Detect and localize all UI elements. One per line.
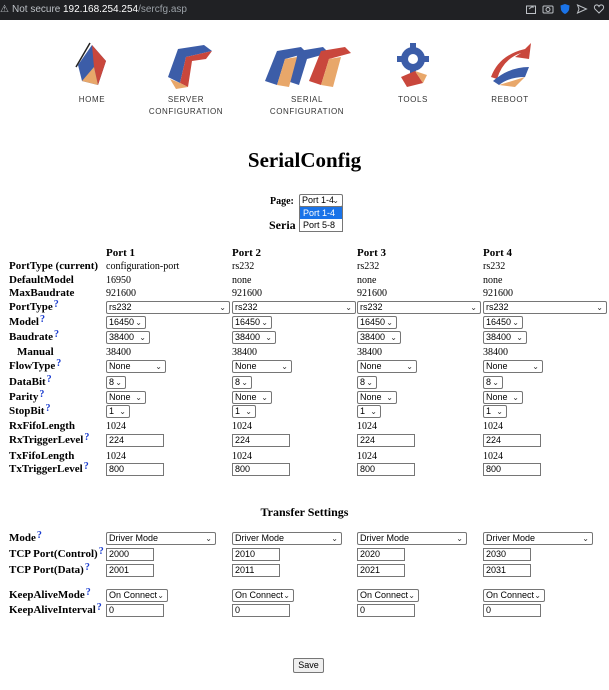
gear-icon (393, 37, 433, 92)
chevron-down-icon: ⌄ (366, 378, 373, 387)
keepalivemode-label (9, 589, 91, 601)
chevron-down-icon: ⌄ (512, 318, 519, 327)
chevron-down-icon: ⌄ (492, 378, 499, 387)
nav-serial-label-1: SERIAL (290, 95, 324, 104)
txfifolength-value: 1024 (232, 451, 252, 462)
porttype-label-text: PortType (9, 301, 53, 313)
flowtype-select-value: None (486, 361, 508, 371)
flowtype-select[interactable] (357, 360, 417, 373)
mode-select[interactable] (232, 532, 342, 545)
manual-value: 38400 (232, 347, 257, 358)
tcp_data-input[interactable]: 2011 (232, 564, 280, 577)
server-config-icon (156, 37, 216, 92)
databit-select[interactable] (106, 376, 126, 389)
keepaliveinterval-input[interactable]: 0 (106, 604, 164, 617)
maxbaudrate-value: 921600 (232, 288, 262, 299)
baudrate-label (9, 331, 59, 343)
porttype-select[interactable] (357, 301, 481, 314)
flowtype-label-text: FlowType (9, 360, 56, 372)
txfifolength-value: 1024 (357, 451, 377, 462)
porttype-select-value: rs232 (109, 302, 132, 312)
tcp_data-input[interactable]: 2031 (483, 564, 531, 577)
model-label (9, 316, 45, 328)
parity-select-value: None (360, 392, 382, 402)
baudrate-select[interactable] (357, 331, 401, 344)
help-icon[interactable]: ? (84, 562, 90, 573)
keepalivemode-select[interactable] (232, 589, 294, 602)
databit-select[interactable] (232, 376, 252, 389)
databit-select-value: 8 (109, 377, 115, 387)
security-status[interactable]: Not secure (12, 4, 61, 15)
databit-select-value: 8 (486, 377, 492, 387)
keepaliveinterval-label (9, 604, 102, 616)
model-select[interactable] (106, 316, 146, 329)
serial-config-icon (257, 37, 357, 92)
baudrate-select-value: 38400 (235, 332, 261, 342)
chevron-down-icon: ⌄ (261, 318, 268, 327)
tcp_data-label-text: TCP Port(Data) (9, 564, 84, 576)
port-header: Port 3 (357, 247, 387, 259)
chevron-down-icon: ⌄ (135, 393, 142, 402)
tcp_data-label (9, 564, 90, 576)
port-header-row (0, 247, 609, 261)
parity-select[interactable] (106, 391, 146, 404)
porttype_current-value: rs232 (483, 261, 506, 272)
parity-row (0, 391, 609, 405)
tcp_data-input[interactable]: 2021 (357, 564, 405, 577)
nav-reboot[interactable] (485, 37, 535, 106)
baudrate-label-text: Baudrate (9, 331, 53, 343)
chevron-down-icon: ⌄ (283, 591, 290, 600)
share-icon[interactable] (525, 3, 537, 15)
chevron-down-icon: ⌄ (331, 534, 338, 543)
mode-select[interactable] (106, 532, 216, 545)
manual-value: 38400 (106, 347, 131, 358)
model-row (0, 316, 609, 330)
rxtriggerlevel-label-text: RxTriggerLevel (9, 434, 84, 446)
manual-label-text: Manual (17, 346, 54, 358)
rxtriggerlevel-input[interactable]: 224 (357, 434, 415, 447)
manual-row (0, 346, 609, 360)
nav-reboot-label: REBOOT (491, 95, 529, 104)
rxfifolength-value: 1024 (483, 421, 503, 432)
nav-server-config[interactable] (148, 37, 224, 118)
chevron-down-icon: ⌄ (406, 362, 413, 371)
help-icon[interactable]: ? (39, 389, 45, 400)
chevron-down-icon: ⌄ (219, 303, 226, 312)
defaultmodel-row (0, 274, 609, 288)
porttype_current-value: rs232 (232, 261, 255, 272)
rxtriggerlevel-input[interactable]: 224 (483, 434, 541, 447)
defaultmodel-label (9, 274, 74, 286)
help-icon[interactable]: ? (85, 587, 91, 598)
rxtriggerlevel-input[interactable]: 224 (232, 434, 290, 447)
parity-select[interactable] (357, 391, 397, 404)
model-select[interactable] (357, 316, 397, 329)
stopbit-select[interactable] (232, 405, 256, 418)
chevron-down-icon: ⌄ (281, 362, 288, 371)
chevron-down-icon: ⌄ (386, 318, 393, 327)
stopbit-select-value: 1 (235, 406, 241, 416)
rxfifolength-value: 1024 (106, 421, 126, 432)
stopbit-label-text: StopBit (9, 405, 45, 417)
tcp_control-input[interactable]: 2010 (232, 548, 280, 561)
heart-icon[interactable] (593, 3, 605, 15)
mode-label-text: Mode (9, 532, 36, 544)
porttype-row (0, 301, 609, 315)
stopbit-select[interactable] (357, 405, 381, 418)
model-select-value: 16450 (235, 317, 261, 327)
txtriggerlevel-input[interactable]: 800 (357, 463, 415, 476)
flowtype-select[interactable] (106, 360, 166, 373)
databit-row (0, 376, 609, 390)
porttype-select-value: rs232 (360, 302, 383, 312)
txtriggerlevel-input[interactable]: 800 (232, 463, 290, 476)
chevron-down-icon: ⌄ (370, 407, 377, 416)
chevron-down-icon: ⌄ (456, 534, 463, 543)
chevron-down-icon: ⌄ (582, 534, 589, 543)
manual-label (17, 346, 54, 358)
nav-tools[interactable] (393, 37, 433, 106)
porttype_current-label-text: PortType (current) (9, 260, 99, 272)
nav-server-label-1: SERVER (167, 95, 205, 104)
help-icon[interactable]: ? (36, 530, 42, 541)
keepaliveinterval-label-text: KeepAliveInterval (9, 604, 96, 616)
rxtriggerlevel-input[interactable]: 224 (106, 434, 164, 447)
keepaliveinterval-input[interactable]: 0 (357, 604, 415, 617)
keepalivemode-row (0, 589, 609, 603)
defaultmodel-value: none (357, 275, 377, 286)
parity-select[interactable] (483, 391, 523, 404)
porttype-select-value: rs232 (486, 302, 509, 312)
mode-select-value: Driver Mode (486, 533, 536, 543)
port-header: Port 1 (106, 247, 136, 259)
mode-row (0, 532, 609, 546)
chevron-down-icon: ⌄ (332, 196, 339, 205)
manual-value: 38400 (357, 347, 382, 358)
mode-select-value: Driver Mode (360, 533, 410, 543)
rxfifolength-label-text: RxFifoLength (9, 420, 75, 432)
chevron-down-icon: ⌄ (516, 333, 523, 342)
txfifolength-row (0, 450, 609, 464)
manual-value: 38400 (483, 347, 508, 358)
keepalivemode-label-text: KeepAliveMode (9, 589, 85, 601)
maxbaudrate-label (9, 287, 74, 299)
model-select-value: 16450 (109, 317, 135, 327)
parity-label (9, 391, 44, 403)
baudrate-select-value: 38400 (109, 332, 135, 342)
chevron-down-icon: ⌄ (470, 303, 477, 312)
porttype-select[interactable] (232, 301, 356, 314)
chevron-down-icon: ⌄ (261, 393, 268, 402)
porttype-select[interactable] (483, 301, 607, 314)
chevron-down-icon: ⌄ (245, 407, 252, 416)
model-select-value: 16450 (360, 317, 386, 327)
keepaliveinterval-input[interactable]: 0 (483, 604, 541, 617)
chevron-down-icon: ⌄ (512, 393, 519, 402)
tcp_control-input[interactable]: 2000 (106, 548, 154, 561)
stopbit-select-value: 1 (109, 406, 115, 416)
tcp_control-label (9, 548, 104, 560)
maxbaudrate-label-text: MaxBaudrate (9, 287, 75, 299)
porttype-label (9, 301, 59, 313)
rxtriggerlevel-row (0, 434, 609, 448)
chevron-down-icon: ⌄ (386, 393, 393, 402)
page-option-1[interactable]: Port 1-4 (300, 207, 342, 219)
warning-icon: ⚠ (0, 4, 9, 15)
send-icon[interactable] (576, 3, 588, 15)
chevron-down-icon: ⌄ (534, 591, 541, 600)
txtriggerlevel-input[interactable]: 800 (483, 463, 541, 476)
camera-icon[interactable] (542, 3, 554, 15)
porttype_current-row (0, 260, 609, 274)
porttype-select[interactable] (106, 301, 230, 314)
help-icon[interactable]: ? (39, 314, 45, 325)
chevron-down-icon: ⌄ (119, 407, 126, 416)
help-icon[interactable]: ? (45, 403, 51, 414)
stopbit-select-value: 1 (486, 406, 492, 416)
chevron-down-icon: ⌄ (345, 303, 352, 312)
stopbit-row (0, 405, 609, 419)
flowtype-select-value: None (235, 361, 257, 371)
rxfifolength-label (9, 420, 75, 432)
serial-section-title: Seria (269, 218, 296, 232)
flowtype-label (9, 360, 61, 372)
help-icon[interactable]: ? (96, 602, 102, 613)
baudrate-select-value: 38400 (486, 332, 512, 342)
maxbaudrate-value: 921600 (106, 288, 136, 299)
chevron-down-icon: ⌄ (135, 318, 142, 327)
porttype_current-value: configuration-port (106, 261, 180, 272)
maxbaudrate-row (0, 287, 609, 301)
parity-select-value: None (235, 392, 257, 402)
tcp_control-input[interactable]: 2030 (483, 548, 531, 561)
keepalivemode-select[interactable] (357, 589, 419, 602)
maxbaudrate-value: 921600 (357, 288, 387, 299)
model-select[interactable] (483, 316, 523, 329)
help-icon[interactable]: ? (46, 374, 52, 385)
tcp_control-row (0, 548, 609, 562)
keepalivemode-select-value: On Connect (486, 590, 535, 600)
rxfifolength-value: 1024 (357, 421, 377, 432)
baudrate-select[interactable] (232, 331, 276, 344)
model-label-text: Model (9, 316, 39, 328)
porttype_current-value: rs232 (357, 261, 380, 272)
page-select-value: Port 1-4 (302, 195, 335, 205)
txfifolength-label (9, 450, 74, 462)
keepaliveinterval-input[interactable]: 0 (232, 604, 290, 617)
databit-select[interactable] (483, 376, 503, 389)
help-icon[interactable]: ? (56, 358, 62, 369)
keepalivemode-select-value: On Connect (235, 590, 284, 600)
keepalivemode-select[interactable] (106, 589, 168, 602)
baudrate-select[interactable] (106, 331, 150, 344)
chevron-down-icon: ⌄ (408, 591, 415, 600)
parity-label-text: Parity (9, 391, 39, 403)
nav-server-label-2: CONFIGURATION (148, 107, 224, 116)
stopbit-label (9, 405, 50, 417)
port-header: Port 4 (483, 247, 513, 259)
porttype-select-value: rs232 (235, 302, 258, 312)
mode-select[interactable] (357, 532, 467, 545)
help-icon[interactable]: ? (53, 299, 59, 310)
chevron-down-icon: ⌄ (115, 378, 122, 387)
tcp_data-row (0, 564, 609, 578)
nav-home-label: HOME (78, 95, 106, 104)
stopbit-select[interactable] (106, 405, 130, 418)
chevron-down-icon: ⌄ (139, 333, 146, 342)
port-header: Port 2 (232, 247, 262, 259)
url-path: /sercfg.asp (138, 4, 187, 15)
chevron-down-icon: ⌄ (390, 333, 397, 342)
nav-serial-config[interactable] (255, 37, 359, 118)
chevron-down-icon: ⌄ (155, 362, 162, 371)
keepalivemode-select-value: On Connect (360, 590, 409, 600)
defaultmodel-value: none (232, 275, 252, 286)
rxtriggerlevel-label (9, 434, 89, 446)
shield-icon[interactable] (559, 3, 571, 15)
txtriggerlevel-row (0, 463, 609, 477)
main-nav (0, 37, 609, 122)
databit-select-value: 8 (360, 377, 366, 387)
help-icon[interactable]: ? (84, 432, 90, 443)
nav-tools-label: TOOLS (398, 95, 428, 104)
save-button[interactable]: Save (293, 658, 324, 673)
model-select-value: 16450 (486, 317, 512, 327)
stopbit-select[interactable] (483, 405, 507, 418)
nav-serial-label-2: CONFIGURATION (269, 107, 345, 116)
txfifolength-value: 1024 (106, 451, 126, 462)
transfer-section-title: Transfer Settings (260, 505, 349, 519)
txtriggerlevel-label-text: TxTriggerLevel (9, 463, 83, 475)
home-icon (72, 37, 112, 92)
chevron-down-icon: ⌄ (205, 534, 212, 543)
parity-select[interactable] (232, 391, 272, 404)
tcp_control-input[interactable]: 2020 (357, 548, 405, 561)
flowtype-select[interactable] (483, 360, 543, 373)
mode-select-value: Driver Mode (109, 533, 159, 543)
address-bar[interactable] (63, 4, 187, 15)
chevron-down-icon: ⌄ (241, 378, 248, 387)
baudrate-row (0, 331, 609, 345)
page-option-2[interactable]: Port 5-8 (303, 220, 336, 230)
databit-label-text: DataBit (9, 376, 46, 388)
mode-select[interactable] (483, 532, 593, 545)
flowtype-select-value: None (360, 361, 382, 371)
page-dropdown (299, 206, 343, 232)
rxfifolength-row (0, 420, 609, 434)
keepaliveinterval-row (0, 604, 609, 618)
tcp_data-input[interactable]: 2001 (106, 564, 154, 577)
reboot-icon (485, 37, 535, 92)
rxfifolength-value: 1024 (232, 421, 252, 432)
mode-label (9, 532, 42, 544)
flowtype-row (0, 360, 609, 374)
txfifolength-value: 1024 (483, 451, 503, 462)
chevron-down-icon: ⌄ (157, 591, 164, 600)
keepalivemode-select[interactable] (483, 589, 545, 602)
chevron-down-icon: ⌄ (496, 407, 503, 416)
databit-select-value: 8 (235, 377, 241, 387)
browser-bar (0, 0, 609, 20)
txfifolength-label-text: TxFifoLength (9, 450, 75, 462)
keepalivemode-select-value: On Connect (109, 590, 158, 600)
chevron-down-icon: ⌄ (265, 333, 272, 342)
flowtype-select-value: None (109, 361, 131, 371)
parity-select-value: None (109, 392, 131, 402)
page-label: Page: (270, 196, 294, 207)
txtriggerlevel-label (9, 463, 89, 475)
page-title: SerialConfig (247, 148, 362, 172)
mode-select-value: Driver Mode (235, 533, 285, 543)
parity-select-value: None (486, 392, 508, 402)
flowtype-select[interactable] (232, 360, 292, 373)
chevron-down-icon: ⌄ (596, 303, 603, 312)
databit-label (9, 376, 52, 388)
databit-select[interactable] (357, 376, 377, 389)
porttype_current-label (9, 260, 98, 272)
tcp_control-label-text: TCP Port(Control) (9, 548, 98, 560)
url-host: 192.168.254.254 (63, 4, 139, 15)
nav-home[interactable] (72, 37, 112, 106)
defaultmodel-label-text: DefaultModel (9, 274, 74, 286)
baudrate-select-value: 38400 (360, 332, 386, 342)
help-icon[interactable]: ? (54, 329, 59, 340)
help-icon[interactable]: ? (98, 546, 104, 557)
defaultmodel-value: none (483, 275, 503, 286)
txtriggerlevel-input[interactable]: 800 (106, 463, 164, 476)
stopbit-select-value: 1 (360, 406, 366, 416)
baudrate-select[interactable] (483, 331, 527, 344)
maxbaudrate-value: 921600 (483, 288, 513, 299)
defaultmodel-value: 16950 (106, 275, 131, 286)
chevron-down-icon: ⌄ (532, 362, 539, 371)
model-select[interactable] (232, 316, 272, 329)
help-icon[interactable]: ? (83, 461, 89, 472)
